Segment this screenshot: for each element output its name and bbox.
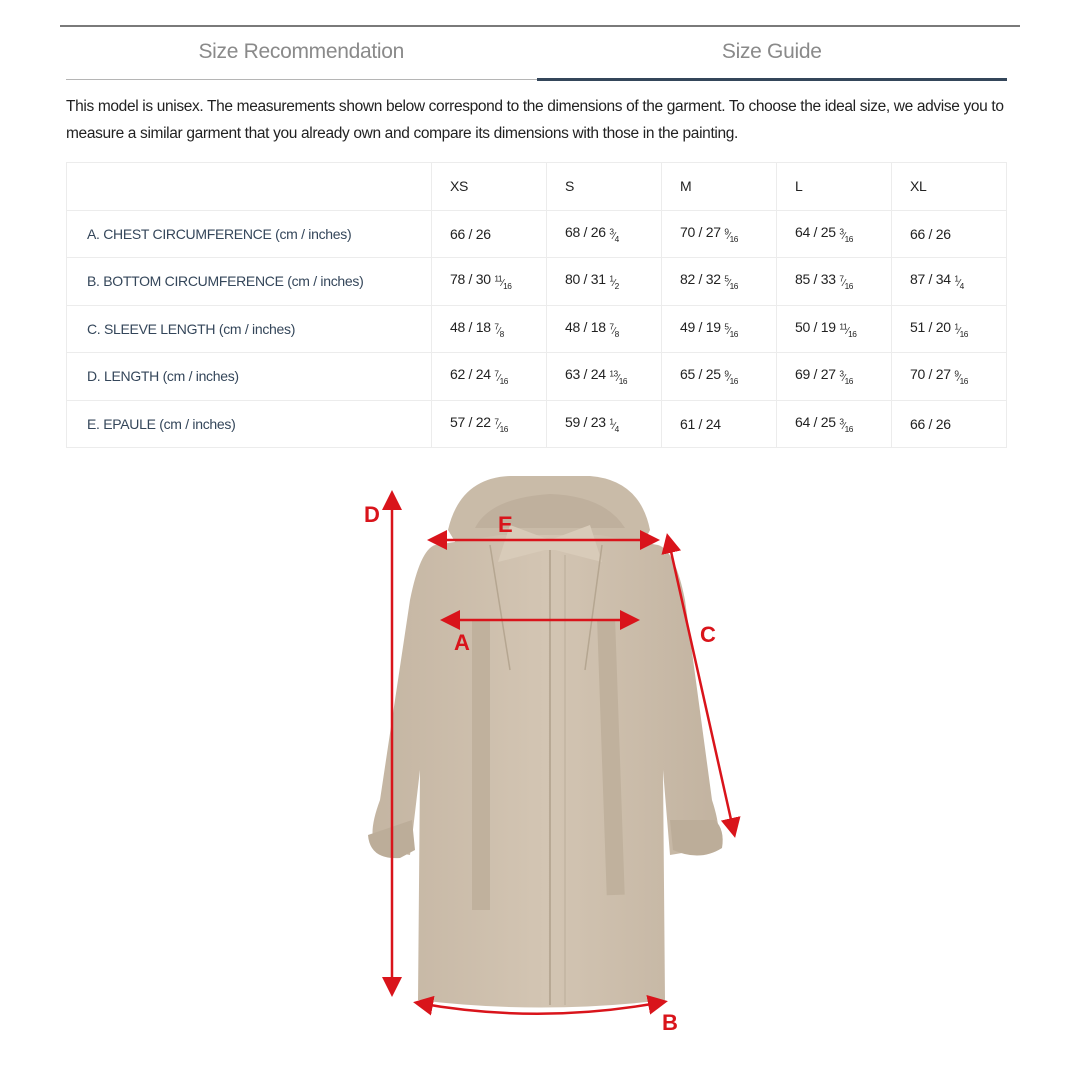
measurement-value: 66 / 26 bbox=[892, 210, 1007, 258]
fraction: $^5⁄_{16}$ bbox=[724, 273, 738, 292]
measurement-value: 69 / 27 $^3⁄_{16}$ bbox=[777, 353, 892, 401]
table-row bbox=[67, 305, 1007, 353]
fraction: $^{13}⁄_{16}$ bbox=[609, 368, 628, 387]
measurement-value: 50 / 19 $^{11}⁄_{16}$ bbox=[777, 305, 892, 353]
measurement-value: 78 / 30 $^{11}⁄_{16}$ bbox=[432, 258, 547, 306]
fraction: $^9⁄_{16}$ bbox=[724, 368, 738, 387]
fraction: $^1⁄_4$ bbox=[954, 273, 964, 292]
tab-size-recommendation[interactable]: Size Recommendation bbox=[66, 34, 537, 80]
measurement-value: 51 / 20 $^1⁄_{16}$ bbox=[892, 305, 1007, 353]
header-l: L bbox=[777, 163, 892, 211]
measurement-value: 48 / 18 $^7⁄_8$ bbox=[547, 305, 662, 353]
fraction: $^9⁄_{16}$ bbox=[724, 226, 738, 244]
fraction: $^7⁄_8$ bbox=[494, 321, 504, 339]
measurement-value: 64 / 25 $^3⁄_{16}$ bbox=[777, 400, 892, 448]
table-row bbox=[67, 400, 1007, 448]
label-a: A bbox=[454, 630, 470, 655]
measurement-value: 87 / 34 $^1⁄_4$ bbox=[892, 258, 1007, 306]
table-row bbox=[67, 258, 1007, 306]
label-b: B bbox=[662, 1010, 678, 1035]
fraction: $^1⁄_2$ bbox=[609, 273, 619, 292]
fraction: $^3⁄_{16}$ bbox=[839, 416, 853, 434]
top-divider bbox=[60, 25, 1020, 27]
measurement-value: 48 / 18 $^7⁄_8$ bbox=[432, 305, 547, 353]
header-s: S bbox=[547, 163, 662, 211]
header-empty bbox=[67, 163, 432, 211]
measurement-value: 70 / 27 $^9⁄_{16}$ bbox=[662, 210, 777, 258]
fraction: $^7⁄_{16}$ bbox=[494, 368, 508, 387]
intro-text: This model is unisex. The measurements shown below correspond to the dimensions of the garment. To choose the ideal size, we advise you to measure a similar garment that you already own and compare its dimensions with those in the painting. bbox=[66, 98, 1004, 142]
tab-size-guide[interactable]: Size Guide bbox=[537, 34, 1008, 80]
label-e: E bbox=[498, 512, 513, 537]
measurement-value: 66 / 26 bbox=[892, 400, 1007, 448]
measurement-value: 57 / 22 $^7⁄_{16}$ bbox=[432, 400, 547, 448]
measurement-label: C. SLEEVE LENGTH (cm / inches) bbox=[67, 305, 432, 353]
measurement-label: A. CHEST CIRCUMFERENCE (cm / inches) bbox=[67, 210, 432, 258]
fraction: $^9⁄_{16}$ bbox=[954, 368, 968, 387]
measurement-value: 68 / 26 $^3⁄_4$ bbox=[547, 210, 662, 258]
measurement-label: D. LENGTH (cm / inches) bbox=[67, 353, 432, 401]
measurement-value: 85 / 33 $^7⁄_{16}$ bbox=[777, 258, 892, 306]
fraction: $^3⁄_{16}$ bbox=[839, 226, 853, 244]
fraction: $^7⁄_{16}$ bbox=[494, 416, 508, 434]
measurement-value: 80 / 31 $^1⁄_2$ bbox=[547, 258, 662, 306]
measurement-value: 82 / 32 $^5⁄_{16}$ bbox=[662, 258, 777, 306]
measurement-value: 64 / 25 $^3⁄_{16}$ bbox=[777, 210, 892, 258]
fraction: $^1⁄_{16}$ bbox=[954, 321, 968, 339]
measurement-value: 65 / 25 $^9⁄_{16}$ bbox=[662, 353, 777, 401]
header-m: M bbox=[662, 163, 777, 211]
measurement-label: B. BOTTOM CIRCUMFERENCE (cm / inches) bbox=[67, 258, 432, 306]
measurement-value: 61 / 24 bbox=[662, 400, 777, 448]
measurement-value: 66 / 26 bbox=[432, 210, 547, 258]
size-table bbox=[66, 162, 1007, 448]
fraction: $^3⁄_4$ bbox=[609, 226, 619, 244]
measurement-value: 59 / 23 $^1⁄_4$ bbox=[547, 400, 662, 448]
header-xl: XL bbox=[892, 163, 1007, 211]
coat-illustration bbox=[368, 476, 723, 1008]
fraction: $^3⁄_{16}$ bbox=[839, 368, 853, 387]
measurement-value: 62 / 24 $^7⁄_{16}$ bbox=[432, 353, 547, 401]
label-c: C bbox=[700, 622, 716, 647]
measurement-label: E. EPAULE (cm / inches) bbox=[67, 400, 432, 448]
fraction: $^7⁄_8$ bbox=[609, 321, 619, 339]
fraction: $^{11}⁄_{16}$ bbox=[494, 273, 512, 292]
header-xs: XS bbox=[432, 163, 547, 211]
label-d: D bbox=[364, 502, 380, 527]
table-header-row bbox=[67, 163, 1007, 211]
measurement-value: 49 / 19 $^5⁄_{16}$ bbox=[662, 305, 777, 353]
measurement-value: 63 / 24 $^{13}⁄_{16}$ bbox=[547, 353, 662, 401]
table-row bbox=[67, 353, 1007, 401]
fraction: $^{11}⁄_{16}$ bbox=[839, 321, 857, 339]
fraction: $^5⁄_{16}$ bbox=[724, 321, 738, 339]
fraction: $^1⁄_4$ bbox=[609, 416, 619, 434]
measurement-value: 70 / 27 $^9⁄_{16}$ bbox=[892, 353, 1007, 401]
table-row bbox=[67, 210, 1007, 258]
size-tabs bbox=[66, 34, 1007, 80]
garment-diagram bbox=[340, 470, 760, 1050]
fraction: $^7⁄_{16}$ bbox=[839, 273, 853, 292]
